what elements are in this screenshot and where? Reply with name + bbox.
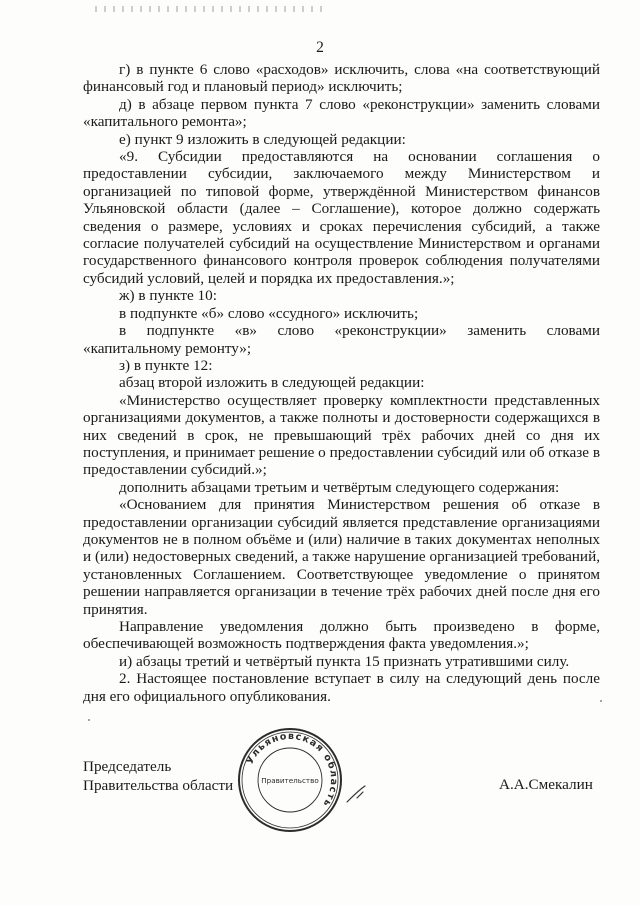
paragraph-subclause-b: в подпункте «б» слово «ссудного» исключить; <box>119 304 419 322</box>
signatory-title-line-2: Правительства области <box>83 777 234 794</box>
seal-center-text: Правительство <box>261 776 319 785</box>
paragraph-ministry-check: «Министерство осуществляет проверку комплектности представленных организациями документов, а также полноты и достоверности содержащихся в них сведений в срок, не превышающий трёх рабочих дней со дня их поступления, и принимает решение о предоставлении субсидий или об отказе в предоставлении субсидий.»; <box>83 391 600 479</box>
paragraph-clause-9: «9. Субсидии предоставляются на основании соглашения о предоставлении субсидии, заключаемого между Министерством и организацией по типовой форме, утверждённой Министерством финансов Ульяновской области (далее – Соглашение), которое должно содержать сведения о размере, условиях и сроках перечисления субсидий, а также согласие получателей субсидий на осуществление Министерством и органами государственного финансового контроля проверок соблюдения получателями субсидий условий, целей и порядка их предоставления.»; <box>83 148 600 287</box>
paragraph-notification: Направление уведомления должно быть произведено в форме, обеспечивающей возможность подтверждения факта уведомления.»; <box>83 618 600 653</box>
paragraph-refusal-basis: «Основанием для принятия Министерством решения об отказе в предоставлении организации субсидий является представление организациями документов не в полном объёме и (или) наличие в таких документах неполных и (или) недостоверных сведений, а также нарушение организацией требований, установленных Соглашением. Соответствующее уведомление о принятом решении направляется организации в течение трёх рабочих дней после дня его принятия. <box>83 496 600 618</box>
scan-speck <box>600 700 602 702</box>
paragraph-subclause-v: в подпункте «в» слово «реконструкции» заменить словами «капитальному ремонту»; <box>83 322 600 357</box>
signatory-name: А.А.Смекалин <box>499 776 593 793</box>
scan-speck <box>88 719 90 721</box>
signatory-title-line-1: Председатель <box>83 758 172 775</box>
document-body <box>83 61 600 705</box>
paragraph-second-abzac: абзац второй изложить в следующей редакции: <box>119 374 425 392</box>
page-number: 2 <box>316 39 324 56</box>
handwritten-signature <box>345 782 375 804</box>
paragraph-effective-date: 2. Настоящее постановление вступает в силу на следующий день после дня его официального опубликования. <box>83 670 600 705</box>
paragraph-add-abzacs: дополнить абзацами третьим и четвёртым следующего содержания: <box>119 478 560 496</box>
paragraph-e: е) пункт 9 изложить в следующей редакции: <box>119 130 406 148</box>
paragraph-g: г) в пункте 6 слово «расходов» исключить, слова «на соответствующий финансовый год и плановый период» исключить; <box>83 61 600 96</box>
paragraph-i: и) абзацы третий и четвёртый пункта 15 признать утратившими силу. <box>119 652 570 670</box>
paragraph-z: з) в пункте 12: <box>119 356 213 374</box>
paragraph-zh: ж) в пункте 10: <box>119 287 217 305</box>
signatory-title <box>83 757 233 795</box>
paragraph-d: д) в абзаце первом пункта 7 слово «реконструкции» заменить словами «капитального ремонта»; <box>83 95 600 131</box>
scan-artifact <box>95 6 325 12</box>
official-seal <box>236 726 344 834</box>
seal-ring-text: Ульяновская область <box>244 730 340 810</box>
